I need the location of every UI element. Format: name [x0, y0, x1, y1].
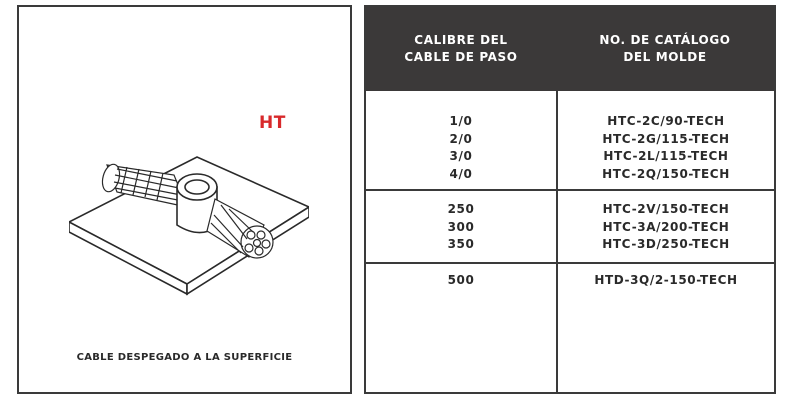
catalog-number: HTC-2V/150-TECH	[602, 202, 730, 216]
figure-caption: CABLE DESPEGADO A LA SUPERFICIE	[76, 352, 293, 363]
calibre-value: 250	[447, 202, 475, 216]
connection-type-badge: HT	[259, 113, 286, 133]
calibre-value: 350	[447, 237, 475, 251]
header-calibre: CALIBRE DEL CABLE DE PASO	[404, 33, 518, 64]
calibre-value: 4/0	[449, 166, 473, 181]
row-divider	[366, 262, 774, 264]
table-header	[366, 7, 774, 91]
catalog-number: HTC-2L/115-TECH	[603, 149, 729, 163]
catalog-table	[364, 5, 776, 394]
calibre-value: 500	[447, 273, 475, 287]
calibre-value: 300	[447, 219, 475, 234]
table-cell-calibres	[366, 272, 556, 290]
row-divider	[366, 189, 774, 191]
calibre-value: 1/0	[449, 114, 473, 128]
table-cell-catalogos	[558, 201, 774, 254]
catalog-number: HTD-3Q/2-150-TECH	[594, 273, 738, 287]
catalog-number: HTC-3D/250-TECH	[602, 237, 730, 251]
header-catalogo: NO. DE CATÁLOGO DEL MOLDE	[599, 33, 731, 64]
table-cell-catalogos	[558, 272, 774, 290]
catalog-number: HTC-3A/200-TECH	[602, 219, 730, 234]
table-cell-calibres	[366, 113, 556, 183]
table-cell-calibres	[366, 201, 556, 254]
calibre-value: 2/0	[449, 131, 473, 146]
figure-panel	[17, 5, 352, 394]
calibre-value: 3/0	[449, 149, 473, 163]
cable-on-surface-illustration	[69, 147, 309, 307]
catalog-number: HTC-2G/115-TECH	[602, 131, 730, 146]
catalog-number: HTC-2C/90-TECH	[607, 114, 725, 128]
table-cell-catalogos	[558, 113, 774, 183]
catalog-number: HTC-2Q/150-TECH	[602, 166, 730, 181]
